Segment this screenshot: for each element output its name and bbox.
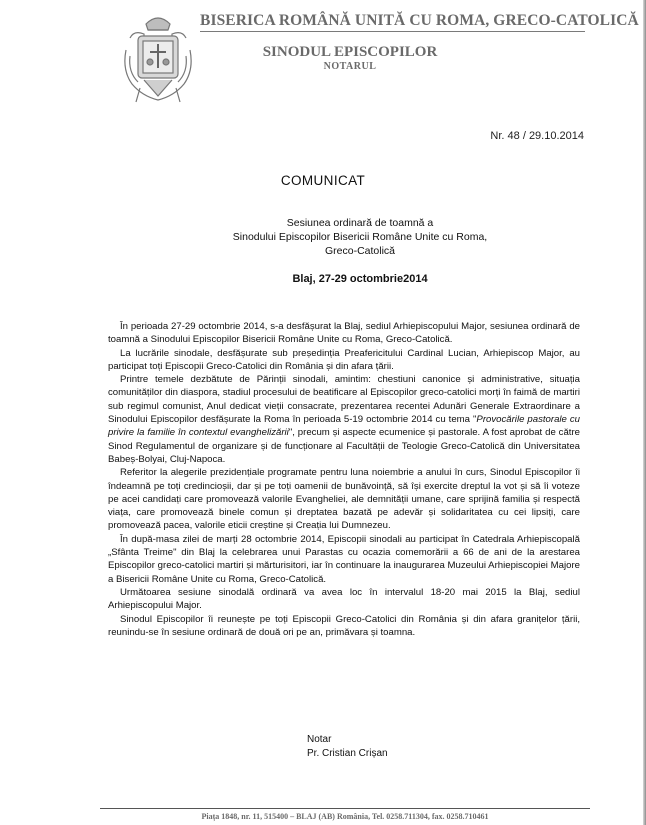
paragraph-italic-text: Provocările pastorale cu privire la familie în contextul evanghelizării [108,414,580,439]
header-divider [200,31,585,32]
footer-divider [100,808,590,809]
communique-body [108,320,580,639]
document-number: Nr. 48 / 29.10.2014 [490,130,584,142]
paragraph: Următoarea sesiune sinodală ordinară va avea loc în intervalul 18-20 mai 2015 la Blaj, sediul Arhiepiscopului Major. [108,586,580,612]
paragraph-text: Printre temele dezbătute de Părinții sinodali, amintim: chestiuni canonice și administrative, situația comunităților din diaspora, stadiul procesului de beatificare al Episcopilor greco-catolici morți în faimă de martiri sub regimul comunist, Anul dedicat vieții consacrate, prezentarea recentei Adunări Generale Extraordinare a Sinodului Episcopilor desfășurate la Roma în perioada 5-19 octombrie 2014 cu tema " [108,374,580,426]
session-line: Sinodului Episcopilor Bisericii Române Unite cu Roma, [232,231,488,243]
session-heading [0,216,646,258]
signature-role: Notar [307,734,332,745]
session-line: Sesiunea ordinară de toamnă a [286,217,434,229]
paragraph: În perioada 27-29 octombrie 2014, s-a desfășurat la Blaj, sediul Arhiepiscopului Major, sesiunea ordinară de toamnă a Sinodului Episcopilor Bisericii Române Unite cu Roma, Greco-Catolică. [108,321,580,346]
paragraph: Referitor la alegerile prezidențiale programate pentru luna noiembrie a anului în curs, Sinodul Episcopilor îi îndeamnă pe toți credincioșii, dar și pe toți oamenii de bunăvoință, să își exercite dreptul la vot și să îi voteze pe acei candidați care promovează valorile Evangheliei, ale demnității umane, care sprijină familia și respectă viața, care promovează binele comun și dreptatea bazată pe adevăr și solidaritatea cu cei lipsiți, care promovează pacea, valorile eticii creștine și Creația lui Dumnezeu. [108,467,580,532]
place-and-date: Blaj, 27-29 octombrie2014 [292,273,428,285]
paragraph: Sinodul Episcopilor îi reunește pe toți Episcopii Greco-Catolici din România și din afara granițelor țării, reunindu-se în sesiune ordinară de două ori pe an, primăvara și toamna. [108,613,580,638]
paragraph: În după-masa zilei de marți 28 octombrie 2014, Episcopii sinodali au participat în Catedrala Arhiepiscopală „Sfânta Treime" din Blaj la celebrarea unui Parastas cu ocazia comemorării a 66 de ani de la arestarea Episcopilor greco-catolici martiri și mărturisitori, iar în continuare la inaugurarea Muzeului Arhiepiscopiei Majore a Bisericii Române Unite cu Roma, Greco-Catolică. [108,533,580,585]
document-title: COMUNICAT [280,173,366,188]
paragraph [108,373,580,466]
session-line: Greco-Catolică [324,245,396,257]
paragraph: La lucrările sinodale, desfășurate sub președinția Preafericitului Cardinal Lucian, Arhiepiscop Major, au participat toți Episcopii Greco-Catolici din România și din afara țării. [108,347,580,372]
church-crest-icon [118,10,198,106]
paragraph-text: ", precum și aspecte ecumenice și pastorale. A fost aprobat de către Sinod Regulamentul de organizare și de funcționare al Facultății de Teologie Greco-Catolică din Universitatea Babeș-Bolyai, Cluj-Napoca. [108,427,580,465]
footer-address: Piața 1848, nr. 11, 515400 – BLAJ (AB) România, Tel. 0258.711304, fax. 0258.710461 [201,812,489,821]
header-church-name: BISERICA ROMÂNĂ UNITĂ CU ROMA, GRECO-CATOLICĂ [200,12,639,29]
header-office: NOTARUL [323,61,377,72]
signature-name: Pr. Cristian Crișan [307,748,388,759]
header-synod-name: SINODUL EPISCOPILOR [262,44,438,60]
